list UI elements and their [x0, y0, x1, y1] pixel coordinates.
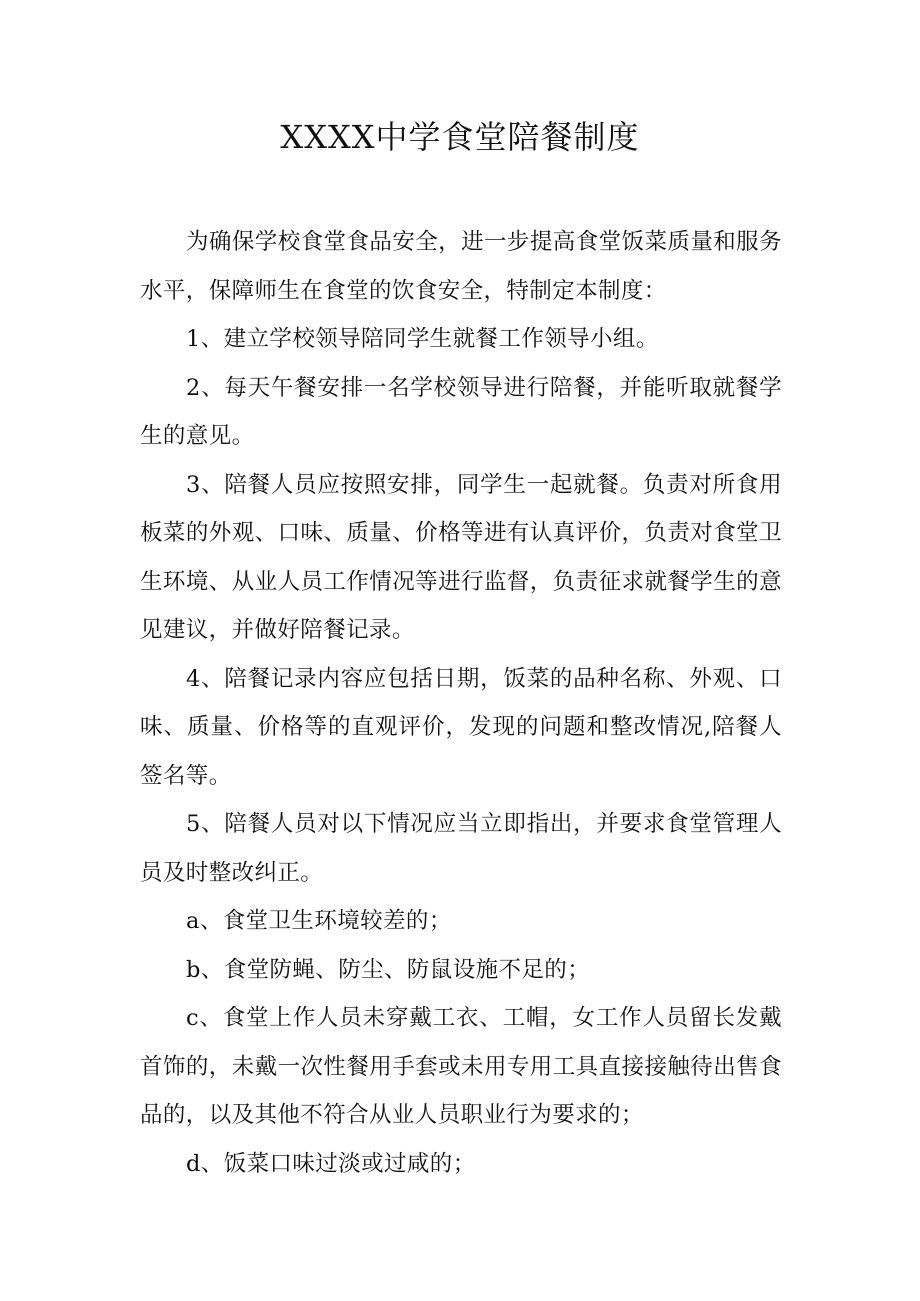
sub-item-a: a、食堂卫生环境较差的； — [186, 908, 452, 934]
page-title: XXXX中学食堂陪餐制度 — [280, 118, 640, 156]
sub-item-d: d、饭菜口味过淡或过咸的； — [186, 1150, 476, 1177]
rule-3-paragraph: 3、陪餐人员应按照安排，同学生一起就餐。负责对所食用板菜的外观、口味、质量、价格等进有认真评价，负责对食堂卫生环境、从业人员工作情况等进行监督，负责征求就餐学生的意见建议，并做好陪餐记录。 — [140, 471, 782, 643]
document-body — [140, 218, 782, 1188]
rule-2-paragraph: 2、每天午餐安排一名学校领导进行陪餐，并能听取就餐学生的意见。 — [140, 374, 782, 449]
sub-item-b: b、食堂防蝇、防尘、防鼠设施不足的； — [186, 956, 591, 983]
rule-5-paragraph: 5、陪餐人员对以下情况应当立即指出，并要求食堂管理人员及时整改纠正。 — [140, 811, 782, 886]
rule-4-paragraph: 4、陪餐记录内容应包括日期，饭菜的品种名称、外观、口味、质量、价格等的直观评价，发现的问题和整改情况,陪餐人签名等。 — [140, 665, 782, 789]
sub-item-c: c、食堂上作人员未穿戴工衣、工帽，女工作人员留长发戴首饰的，未戴一次性餐用手套或未用专用工具直接接触待出售食品的，以及其他不符合从业人员职业行为要求的； — [140, 1005, 782, 1128]
intro-paragraph: 为确保学校食堂食品安全，进一步提高食堂饭菜质量和服务水平，保障师生在食堂的饮食安全，特制定本制度： — [140, 229, 782, 304]
rule-1-paragraph: 1、建立学校领导陪同学生就餐工作领导小组。 — [186, 326, 659, 352]
